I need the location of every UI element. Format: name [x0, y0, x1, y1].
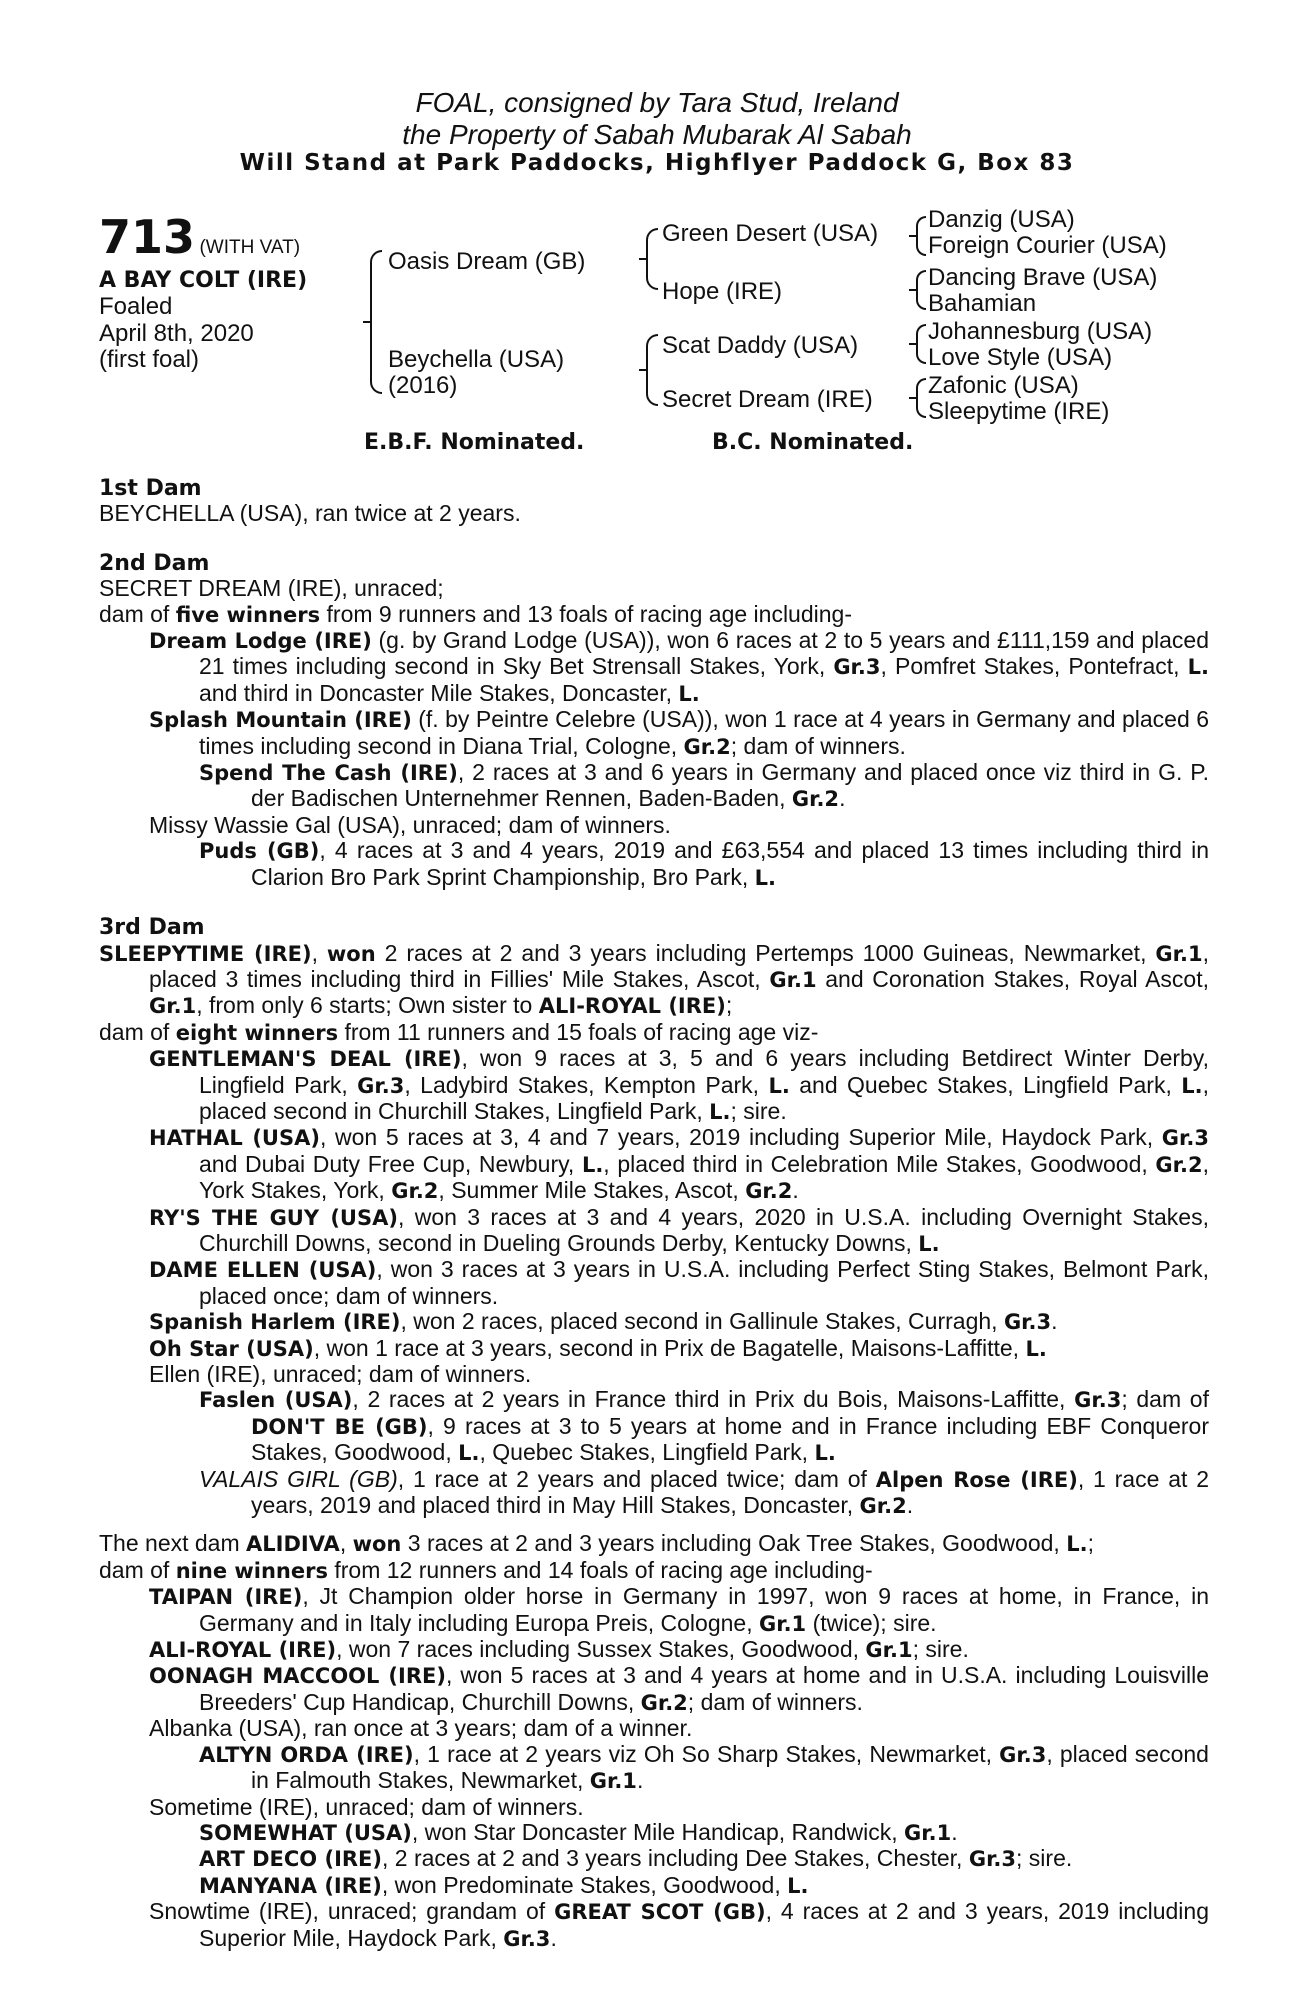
pedigree-g3: Dancing Brave (USA): [928, 264, 1158, 291]
entry-dame-ellen: DAME ELLEN (USA), won 3 races at 3 years in U.S.A. including Perfect Sting Stakes, Belmont Park, placed once; dam of winners.: [149, 1256, 1210, 1309]
entry-missy-wassie-gal: Missy Wassie Gal (USA), unraced; dam of winners.: [149, 811, 671, 838]
pedigree-sire-dam: Hope (IRE): [662, 278, 783, 305]
bracket-sire-dam: [370, 250, 382, 394]
pedigree-g1: Danzig (USA): [928, 206, 1075, 233]
third-dam-heading: 3rd Dam: [99, 915, 205, 941]
entry-gentlemans-deal: GENTLEMAN'S DEAL (IRE), won 9 races at 3, 5 and 6 years including Betdirect Winter Derby, Lingfield Park, Gr.3, Ladybird Stakes, Kempton Park, L. and Quebec Stakes, Lingfield Park, L., placed second in Churchill Stakes, Lingfield Park, L.; sire.: [149, 1045, 1209, 1124]
pedigree-g5: Johannesburg (USA): [928, 318, 1153, 345]
entry-spanish-harlem: Spanish Harlem (IRE), won 2 races, placed second in Gallinule Stakes, Curragh, Gr.3.: [149, 1308, 1058, 1335]
first-foal-note: (first foal): [99, 346, 200, 373]
bracket-g3: [916, 324, 926, 364]
entry-faslen: Faslen (USA), 2 races at 2 years in France third in Prix du Bois, Maisons-Laffitte, Gr.3; dam of DON'T BE (GB), 9 races at 3 to 5 years at home and in France including EBF Conqueror Stakes, Goodwood, L., Quebec Stakes, Lingfield Park, L.: [199, 1386, 1210, 1466]
entry-dream-lodge: Dream Lodge (IRE) (g. by Grand Lodge (USA)), won 6 races at 2 to 5 years and £111,159 and placed 21 times including second in Sky Bet Strensall Stakes, York, Gr.3, Pomfret Stakes, Pontefract, L. and third in Doncaster Mile Stakes, Doncaster, L.: [149, 627, 1210, 706]
pedigree-g2: Foreign Courier (USA): [928, 232, 1167, 259]
lot-block: [99, 212, 300, 262]
entry-albanka: Albanka (USA), ran once at 3 years; dam of a winner.: [149, 1715, 693, 1742]
entry-manyana: MANYANA (IRE), won Predominate Stakes, Goodwood, L.: [199, 1871, 809, 1898]
pedigree-sire-sire: Green Desert (USA): [662, 220, 879, 247]
ebf-nominated: E.B.F. Nominated.: [364, 430, 585, 455]
property-line: the Property of Sabah Mubarak Al Sabah: [402, 119, 912, 150]
entry-rys-the-guy: RY'S THE GUY (USA), won 3 races at 3 and 4 years, 2020 in U.S.A. including Overnight Stakes, Churchill Downs, second in Dueling Grounds Derby, Kentucky Downs, L.: [149, 1203, 1209, 1256]
bracket-g1: [916, 216, 926, 256]
entry-altyn-orda: ALTYN ORDA (IRE), 1 race at 2 years viz Oh So Sharp Stakes, Newmarket, Gr.3, placed second in Falmouth Stakes, Newmarket, Gr.1.: [199, 1740, 1209, 1794]
entry-sleepytime: SLEEPYTIME (IRE), won 2 races at 2 and 3 years including Pertemps 1000 Guineas, Newmarket, Gr.1, placed 3 times including third in Fillies' Mile Stakes, Ascot, Gr.1 and Coronation Stakes, Royal Ascot, Gr.1, from only 6 starts; Own sister to ALI-ROYAL (IRE);: [99, 939, 1209, 1019]
entry-puds: Puds (GB), 4 races at 3 and 4 years, 2019 and £63,554 and placed 13 times including third in Clarion Bro Park Sprint Championship, Bro Park, L.: [199, 837, 1209, 890]
pedigree-g8: Sleepytime (IRE): [928, 398, 1110, 425]
bc-nominated: B.C. Nominated.: [712, 430, 914, 455]
entry-valais-girl: VALAIS GIRL (GB), 1 race at 2 years and placed twice; dam of Alpen Rose (IRE), 1 race at 2 years, 2019 and placed third in May Hill Stakes, Doncaster, Gr.2.: [199, 1465, 1209, 1519]
pedigree-sire: Oasis Dream (GB): [388, 248, 586, 275]
first-dam-text: BEYCHELLA (USA), ran twice at 2 years.: [99, 500, 521, 527]
bracket-dam-line: [646, 334, 658, 406]
second-dam-summary: dam of five winners from 9 runners and 13 foals of racing age including-: [99, 600, 852, 627]
pedigree-g7: Zafonic (USA): [928, 372, 1079, 399]
bracket-g4: [916, 378, 926, 418]
entry-ellen: Ellen (IRE), unraced; dam of winners.: [149, 1361, 532, 1387]
lot-title: A BAY COLT (IRE): [99, 268, 308, 293]
entry-hathal: HATHAL (USA), won 5 races at 3, 4 and 7 years, 2019 including Superior Mile, Haydock Park, Gr.3 and Dubai Duty Free Cup, Newbury, L., placed third in Celebration Mile Stakes, Goodwood, Gr.2, York Stakes, York, Gr.2, Summer Mile Stakes, Ascot, Gr.2.: [149, 1124, 1209, 1204]
next-dam-summary: dam of nine winners from 12 runners and 14 foals of racing age including-: [99, 1556, 873, 1583]
entry-spend-the-cash: Spend The Cash (IRE), 2 races at 3 and 6 years in Germany and placed once viz third in G. P. der Badischen Unternehmer Rennen, Baden-Baden, Gr.2.: [199, 759, 1210, 812]
entry-ali-royal: ALI-ROYAL (IRE), won 7 races including Sussex Stakes, Goodwood, Gr.1; sire.: [149, 1636, 969, 1663]
entry-snowtime: Snowtime (IRE), unraced; grandam of GREAT SCOT (GB), 4 races at 2 and 3 years, 2019 including Superior Mile, Haydock Park, Gr.3.: [149, 1898, 1209, 1951]
entry-somewhat: SOMEWHAT (USA), won Star Doncaster Mile Handicap, Randwick, Gr.1.: [199, 1818, 958, 1845]
foaled-date: April 8th, 2020: [99, 320, 254, 347]
second-dam-heading: 2nd Dam: [99, 550, 210, 576]
pedigree-dam-sire: Scat Daddy (USA): [662, 332, 859, 359]
entry-sometime: Sometime (IRE), unraced; dam of winners.: [149, 1793, 584, 1820]
pedigree-g4: Bahamian: [928, 290, 1037, 317]
lot-number: 713: [99, 210, 196, 264]
entry-art-deco: ART DECO (IRE), 2 races at 2 and 3 years including Dee Stakes, Chester, Gr.3; sire.: [199, 1845, 1073, 1872]
entry-oh-star: Oh Star (USA), won 1 race at 3 years, second in Prix de Bagatelle, Maisons-Laffitte, L.: [149, 1334, 1047, 1361]
produce-record: [99, 476, 1209, 1952]
stable-line: Will Stand at Park Paddocks, Highflyer Paddock G, Box 83: [239, 150, 1075, 176]
pedigree-g6: Love Style (USA): [928, 344, 1113, 371]
foaled-label: Foaled: [99, 293, 173, 320]
consignor-line: FOAL, consigned by Tara Stud, Ireland: [415, 87, 899, 118]
third-dam-summary: dam of eight winners from 11 runners and 15 foals of racing age viz-: [99, 1018, 819, 1045]
entry-splash-mountain: Splash Mountain (IRE) (f. by Peintre Celebre (USA)), won 1 race at 4 years in Germany and placed 6 times including second in Diana Trial, Cologne, Gr.2; dam of winners.: [149, 706, 1209, 759]
first-dam-heading: 1st Dam: [99, 476, 202, 501]
entry-taipan: TAIPAN (IRE), Jt Champion older horse in Germany in 1997, won 9 races at home, in France, in Germany and in Italy including Europa Preis, Cologne, Gr.1 (twice); sire.: [149, 1583, 1210, 1636]
pedigree-dam-dam: Secret Dream (IRE): [662, 386, 873, 413]
vat-label: (WITH VAT): [199, 237, 301, 258]
bracket-sire-line: [646, 228, 658, 290]
entry-oonagh-maccool: OONAGH MACCOOL (IRE), won 5 races at 3 and 4 years at home and in U.S.A. including Louisville Breeders' Cup Handicap, Churchill Downs, Gr.2; dam of winners.: [149, 1662, 1209, 1715]
pedigree-dam-year: (2016): [388, 372, 458, 399]
second-dam-line: SECRET DREAM (IRE), unraced;: [99, 575, 444, 602]
entry-alidiva: The next dam ALIDIVA, won 3 races at 2 and 3 years including Oak Tree Stakes, Goodwood, L.;: [99, 1530, 1094, 1557]
pedigree-dam: Beychella (USA): [388, 346, 565, 373]
bracket-g2: [916, 270, 926, 310]
